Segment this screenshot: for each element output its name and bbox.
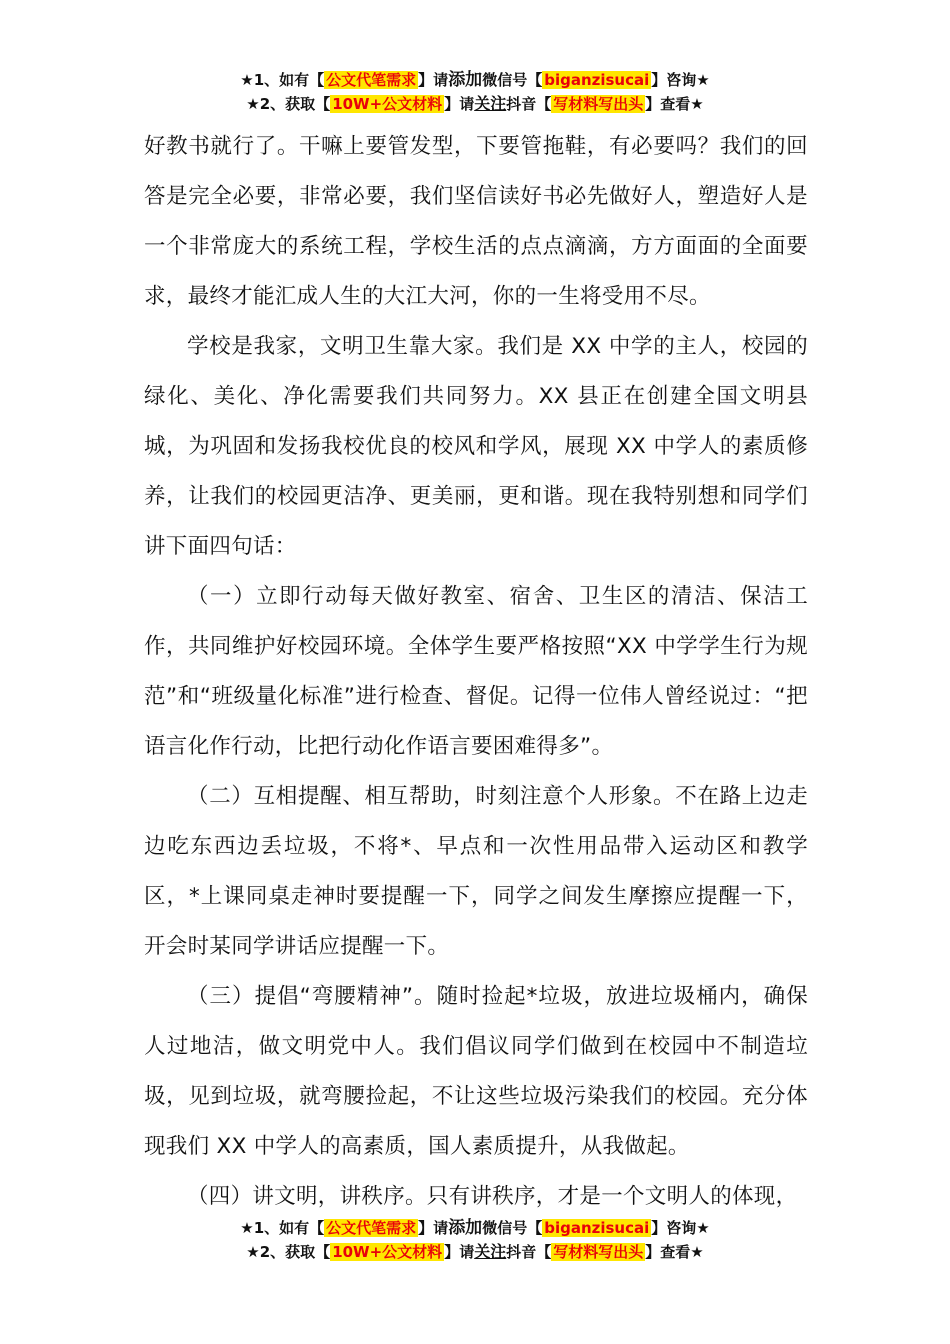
banner-emphasis: 添加 — [448, 1218, 483, 1238]
banner-text: 】请 — [444, 1243, 475, 1261]
banner-text: ★2、获取【 — [246, 95, 331, 113]
banner-text: ★1、如有【 — [240, 71, 325, 89]
banner-text: 抖音【 — [506, 1243, 552, 1261]
banner-text: 抖音【 — [506, 95, 552, 113]
header-banner — [0, 68, 950, 116]
paragraph: （二）互相提醒、相互帮助，时刻注意个人形象。不在路上边走边吃东西边丢垃圾，不将*、早点和一次性用品带入运动区和教学区，*上课同桌走神时要提醒一下，同学之间发生摩擦应提醒一下，开会时某同学讲话应提醒一下。 — [144, 784, 808, 959]
banner-line-2 — [0, 1240, 950, 1264]
paragraph: （四）讲文明，讲秩序。只有讲秩序，才是一个文明人的体现， — [187, 1184, 798, 1209]
banner-text: ★2、获取【 — [246, 1243, 331, 1261]
paragraph: 学校是我家，文明卫生靠大家。我们是 XX 中学的主人，校园的绿化、美化、净化需要我们共同努力。XX 县正在创建全国文明县城，为巩固和发扬我校优良的校风和学风，展现 XX 中学人的素质修养，让我们的校园更洁净、更美丽，更和谐。现在我特别想和同学们讲下面四句话： — [144, 334, 808, 559]
highlight-materials: 10W+公文材料 — [332, 1243, 443, 1261]
highlight-douyin-account: 写材料写出头 — [553, 1243, 644, 1261]
highlight-douyin-account: 写材料写出头 — [553, 95, 644, 113]
banner-text: ★1、如有【 — [240, 1219, 325, 1237]
paragraph-continuation: 好教书就行了。干嘛上要管发型，下要管拖鞋，有必要吗？我们的回答是完全必要，非常必要，我们坚信读好书必先做好人，塑造好人是一个非常庞大的系统工程，学校生活的点点滴滴，方方面面的全面要求，最终才能汇成人生的大江大河，你的一生将受用不尽。 — [144, 134, 808, 309]
document-body — [144, 122, 808, 1222]
banner-emphasis: 关注 — [474, 1242, 507, 1261]
banner-text: 】请 — [444, 95, 475, 113]
highlight-wechat-id: biganzisucai — [544, 1219, 650, 1237]
highlight-service: 公文代笔需求 — [326, 1219, 417, 1237]
footer-banner — [0, 1216, 950, 1264]
highlight-service: 公文代笔需求 — [326, 71, 417, 89]
banner-line-1 — [0, 1216, 950, 1240]
paragraph: （一）立即行动每天做好教室、宿舍、卫生区的清洁、保洁工作，共同维护好校园环境。全体学生要严格按照“XX 中学学生行为规范”和“班级量化标准”进行检查、督促。记得一位伟人曾经说过：“把语言化作行动，比把行动化作语言要困难得多”。 — [144, 584, 808, 759]
banner-text: 】请 — [418, 1219, 449, 1237]
banner-line-1 — [0, 68, 950, 92]
banner-line-2 — [0, 92, 950, 116]
banner-text: 】咨询★ — [651, 1219, 710, 1237]
banner-emphasis: 添加 — [448, 70, 483, 90]
banner-text: 微信号【 — [482, 1219, 543, 1237]
paragraph: （三）提倡“弯腰精神”。随时捡起*垃圾，放进垃圾桶内，确保人过地洁，做文明党中人。我们倡议同学们做到在校园中不制造垃圾，见到垃圾，就弯腰捡起，不让这些垃圾污染我们的校园。充分体现我们 XX 中学人的高素质，国人素质提升，从我做起。 — [144, 984, 808, 1159]
banner-text: 】咨询★ — [651, 71, 710, 89]
banner-text: 】请 — [418, 71, 449, 89]
banner-text: 微信号【 — [482, 71, 543, 89]
banner-text: 】查看★ — [645, 1243, 704, 1261]
banner-emphasis: 关注 — [474, 94, 507, 113]
highlight-materials: 10W+公文材料 — [332, 95, 443, 113]
highlight-wechat-id: biganzisucai — [544, 71, 650, 89]
banner-text: 】查看★ — [645, 95, 704, 113]
